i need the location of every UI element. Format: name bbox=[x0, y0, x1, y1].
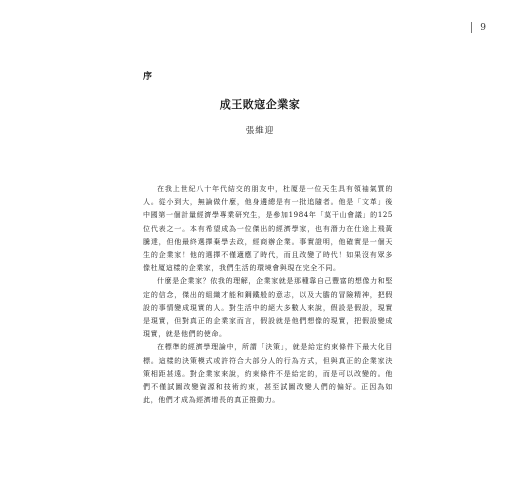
body-text bbox=[143, 183, 393, 407]
paragraph: 在標準的經濟學理論中，所謂「決策」，就是給定約束條件下最大化目標。這樣的決策模式或許符合大部分人的行為方式，但與真正的企業家決策相距甚遠。對企業家來說，約束條件不是給定的，而是可以改變的。他們不僅試圖改變資源和技術約束，甚至試圖改變人們的偏好。正因為如此，他們才成為經濟增長的真正推動力。 bbox=[143, 343, 393, 405]
author-name: 張維迎 bbox=[245, 126, 275, 136]
header-divider bbox=[471, 22, 472, 33]
paragraph: 在我上世紀八十年代結交的朋友中，杜厦是一位天生具有領袖氣質的人。從小到大，無論做什麼，他身邊總是有一批追隨者。他是「文革」後中國第一個計量經濟學專業研究生，是參加1984年「莫干山會議」的125位代表之一。本有希望成為一位傑出的經濟學家，也有潛力在仕途上飛黃騰達，但他最終選擇棄學去政，經商辦企業。事實證明，他確實是一個天生的企業家！他的選擇不僅適應了時代，而且改變了時代！如果沒有眾多像杜厦這樣的企業家，我們生活的環境會與現在完全不同。 bbox=[143, 185, 393, 273]
page-number: 9 bbox=[480, 22, 486, 33]
paragraph: 什麼是企業家？依我的理解，企業家就是那種靠自己豐富的想像力和堅定的信念，傑出的組織才能和鋼鐵般的意志，以及大膽的冒險精神，把假設的事情變成現實的人。對生活中的絕大多數人來說，假設是假設，現實是現實，但對真正的企業家而言，假設就是他們想像的現實，把假設變成現實，就是他們的使命。 bbox=[143, 277, 393, 339]
section-label: 序 bbox=[143, 72, 153, 82]
chapter-title: 成王敗寇企業家 bbox=[219, 98, 301, 111]
running-header bbox=[471, 22, 486, 33]
